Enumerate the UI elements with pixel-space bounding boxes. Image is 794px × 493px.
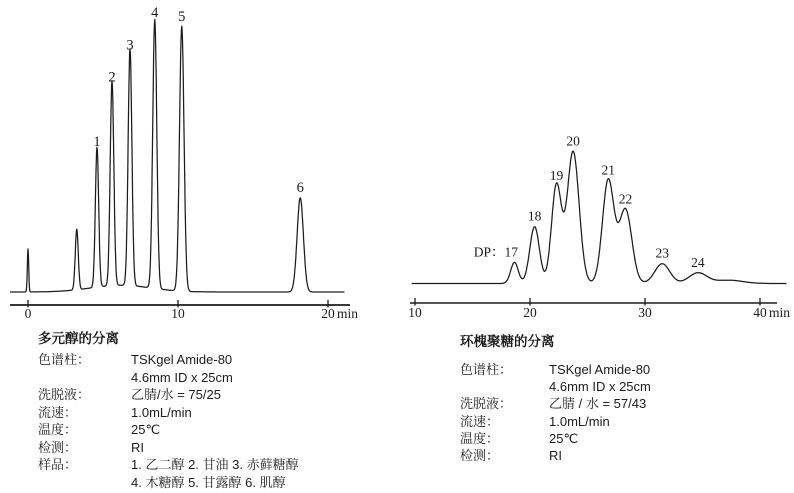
x-axis-tick-label: 20 bbox=[523, 305, 537, 320]
x-axis-tick-label: 40 bbox=[753, 305, 767, 320]
condition-label: 检测： bbox=[460, 448, 500, 464]
condition-row bbox=[460, 378, 651, 395]
condition-label bbox=[38, 369, 131, 387]
condition-row bbox=[460, 361, 651, 378]
x-axis-tick-label: 30 bbox=[638, 305, 652, 320]
chart-cyclosophoraose-separation bbox=[397, 125, 794, 325]
condition-row bbox=[460, 395, 651, 412]
x-axis-tick-label: 0 bbox=[24, 306, 32, 321]
condition-value: TSKgel Amide-80 bbox=[131, 352, 233, 367]
condition-value: 1.0mL/min bbox=[549, 413, 610, 429]
condition-row bbox=[38, 439, 299, 457]
x-axis-tick-label: 20 bbox=[321, 306, 335, 321]
condition-label: 色谱柱： bbox=[38, 352, 91, 367]
peak-label: 6 bbox=[296, 179, 304, 196]
condition-row bbox=[460, 447, 651, 464]
peak-label: 18 bbox=[527, 208, 542, 224]
condition-label: 检测： bbox=[38, 439, 78, 455]
condition-value: 1.0mL/min bbox=[131, 404, 192, 420]
chart-title-left: 多元醇的分离 bbox=[38, 331, 119, 346]
condition-label: 流速： bbox=[460, 413, 500, 429]
conditions-panel-right bbox=[460, 334, 651, 464]
condition-value: 乙腈 / 水 = 57/43 bbox=[549, 396, 647, 412]
peak-label: 19 bbox=[549, 167, 564, 183]
condition-label: 样品： bbox=[38, 457, 78, 472]
x-axis-tick-label: 10 bbox=[171, 306, 185, 321]
condition-row bbox=[38, 474, 299, 492]
condition-row bbox=[38, 404, 299, 422]
chromatogram-trace bbox=[412, 151, 787, 283]
condition-label: 色谱柱： bbox=[460, 362, 513, 377]
peak-label: 22 bbox=[618, 191, 633, 207]
peak-label: 24 bbox=[691, 254, 705, 270]
condition-value: 4.6mm ID x 25cm bbox=[549, 379, 651, 395]
condition-label: 流速： bbox=[38, 404, 78, 420]
peak-label: 23 bbox=[655, 245, 669, 261]
peak-label: 3 bbox=[126, 37, 134, 54]
peak-label: 5 bbox=[178, 9, 186, 26]
condition-value: 25℃ bbox=[131, 422, 161, 437]
condition-label: 温度： bbox=[38, 422, 78, 437]
condition-row bbox=[38, 421, 299, 439]
peak-label: 21 bbox=[601, 162, 615, 178]
condition-label: 洗脱液： bbox=[460, 396, 513, 412]
peak-label: DP：17 bbox=[473, 244, 519, 260]
condition-row bbox=[38, 369, 299, 387]
x-axis-unit-label: min bbox=[337, 306, 359, 321]
condition-value: RI bbox=[131, 439, 144, 455]
condition-value: 1. 乙二醇 2. 甘油 3. 赤藓糖醇 bbox=[131, 457, 299, 472]
chromatogram-trace bbox=[10, 19, 345, 292]
condition-label: 洗脱液： bbox=[38, 387, 91, 402]
condition-value: 4.6mm ID x 25cm bbox=[131, 369, 233, 385]
peak-label: 1 bbox=[93, 134, 101, 151]
condition-label bbox=[38, 474, 131, 492]
condition-value: TSKgel Amide-80 bbox=[549, 362, 651, 377]
condition-row bbox=[460, 413, 651, 430]
peak-label: 20 bbox=[566, 133, 580, 149]
condition-row bbox=[38, 456, 299, 474]
condition-value: RI bbox=[549, 448, 562, 464]
chart-polyol-separation bbox=[0, 0, 360, 325]
condition-row bbox=[38, 386, 299, 404]
condition-value: 4. 木糖醇 5. 甘露醇 6. 肌醇 bbox=[131, 474, 286, 490]
x-axis-tick-label: 10 bbox=[408, 305, 422, 320]
condition-label: 温度： bbox=[460, 430, 500, 446]
peak-label: 4 bbox=[151, 5, 159, 21]
condition-row bbox=[460, 430, 651, 447]
condition-label bbox=[460, 378, 549, 395]
peak-label: 2 bbox=[108, 69, 116, 86]
chart-title-right: 环槐聚糖的分离 bbox=[460, 334, 555, 349]
condition-value: 乙腈/水 = 75/25 bbox=[131, 387, 221, 402]
condition-value: 25℃ bbox=[549, 430, 579, 446]
conditions-panel-left bbox=[38, 331, 299, 491]
x-axis-unit-label: min bbox=[769, 305, 791, 320]
condition-row bbox=[38, 351, 299, 369]
